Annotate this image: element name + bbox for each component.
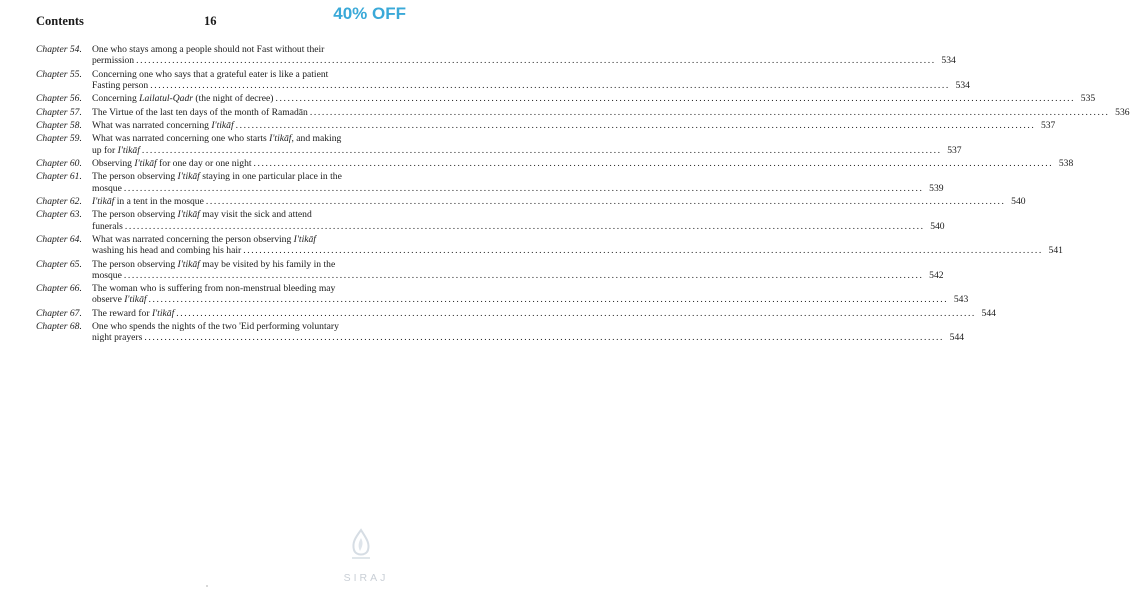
- toc-page-number: 538: [1058, 157, 1074, 169]
- toc-entry-title: observe I'tikāf: [92, 294, 147, 306]
- toc-entry-title: What was narrated concerning the person observing I'tikāf: [92, 233, 316, 245]
- dot-leader: ........................................................................................................................................................................................................: [123, 182, 924, 194]
- toc-entry-title: The person observing I'tikāf staying in one particular place in the: [92, 171, 342, 183]
- toc-entry-title: mosque: [92, 269, 122, 281]
- toc-entry-title: Observing I'tikāf for one day or one night: [92, 157, 252, 169]
- toc-entry: [36, 119, 1056, 131]
- toc-chapter-label: Chapter 68.: [36, 321, 82, 333]
- toc-page-number: 537: [947, 144, 962, 156]
- dot-leader: ........................................................................................................................................................................................................: [309, 106, 1110, 118]
- toc-entry: [36, 209, 945, 232]
- toc-chapter-label: Chapter 59.: [36, 133, 82, 145]
- toc-page-number: 539: [929, 182, 944, 194]
- toc-entry-title: What was narrated concerning one who starts I'tikāf, and making: [92, 133, 342, 145]
- toc-entry-title: Fasting person: [92, 79, 149, 91]
- toc-page-number: 542: [929, 269, 944, 281]
- toc-page-number: 544: [949, 332, 965, 344]
- page-mark: [206, 585, 208, 587]
- toc-entry: [36, 233, 1063, 257]
- toc-entry-title: The person observing I'tikāf may visit the sick and attend: [92, 209, 312, 221]
- toc-page-number: 540: [1011, 195, 1026, 207]
- toc-chapter-label: Chapter 62.: [36, 195, 82, 207]
- toc-entry: [36, 307, 996, 319]
- toc-chapter-label: Chapter 54.: [36, 44, 82, 55]
- toc-entry-title: The Virtue of the last ten days of the month of Ramadān: [92, 106, 308, 118]
- dot-leader: ........................................................................................................................................................................................................: [275, 93, 1076, 105]
- toc-entry-title: mosque: [92, 182, 122, 194]
- toc-page-number: 537: [1040, 119, 1056, 131]
- toc-entry-title: What was narrated concerning I'tikāf: [92, 119, 234, 131]
- toc-entry-title: I'tikāf in a tent in the mosque: [92, 195, 204, 207]
- toc-page-number: 534: [941, 55, 956, 67]
- toc-entry-title: up for I'tikāf: [92, 144, 140, 156]
- toc-entry: [36, 157, 1074, 169]
- toc-entry-title: funerals: [92, 220, 123, 232]
- dot-leader: ........................................................................................................................................................................................................: [141, 144, 942, 156]
- toc-chapter-label: Chapter 66.: [36, 283, 82, 295]
- toc-chapter-label: Chapter 63.: [36, 209, 82, 221]
- toc-chapter-label: Chapter 56.: [36, 93, 82, 105]
- toc-chapter-label: Chapter 57.: [36, 106, 82, 118]
- toc-page-number: 535: [1080, 93, 1096, 105]
- toc-chapter-label: Chapter 60.: [36, 157, 82, 169]
- toc-entry: [36, 258, 944, 281]
- discount-badge: 40% OFF: [333, 4, 406, 23]
- dot-leader: ........................................................................................................................................................................................................: [148, 294, 949, 306]
- toc-entry-title: washing his head and combing his hair: [92, 245, 242, 257]
- toc-entry: [36, 68, 970, 91]
- toc-entry: [36, 171, 944, 194]
- toc-entry-title: The woman who is suffering from non-menstrual bleeding may: [92, 283, 336, 295]
- dot-leader: ........................................................................................................................................................................................................: [150, 79, 950, 91]
- toc-entry-title: Concerning Lailatul-Qadr (the night of decree): [92, 93, 274, 105]
- toc-page-number: 536: [1115, 106, 1130, 118]
- toc-entry: [36, 195, 1026, 207]
- contents-heading: Contents: [36, 14, 84, 28]
- dot-leader: ........................................................................................................................................................................................................: [235, 119, 1036, 131]
- page-number: 16: [204, 14, 217, 28]
- dot-leader: ........................................................................................................................................................................................................: [253, 157, 1054, 169]
- toc-entry-title: permission: [92, 55, 135, 67]
- toc-page-number: 540: [930, 220, 945, 232]
- toc-page-number: 534: [955, 79, 970, 91]
- toc-entry-title: Concerning one who says that a grateful eater is like a patient: [92, 68, 329, 80]
- toc-entry: [36, 133, 962, 156]
- dot-leader: ........................................................................................................................................................................................................: [123, 269, 924, 281]
- dot-leader: ........................................................................................................................................................................................................: [243, 245, 1043, 257]
- toc-entry: [36, 44, 956, 67]
- toc-chapter-label: Chapter 61.: [36, 171, 82, 183]
- toc-chapter-label: Chapter 58.: [36, 119, 82, 131]
- dot-leader: ........................................................................................................................................................................................................: [176, 307, 976, 319]
- toc-entry-title: One who stays among a people should not Fast without their: [92, 44, 325, 55]
- table-of-contents: [36, 44, 1130, 346]
- dot-leader: ........................................................................................................................................................................................................: [205, 195, 1006, 207]
- siraj-watermark-label: SIRAJ: [343, 572, 389, 584]
- toc-entry: [36, 106, 1130, 118]
- toc-entry-title: The person observing I'tikāf may be visited by his family in the: [92, 258, 336, 270]
- toc-page-number: 544: [981, 307, 996, 319]
- toc-chapter-label: Chapter 65.: [36, 258, 82, 270]
- toc-entry-title: One who spends the nights of the two 'Eid performing voluntary: [92, 321, 339, 333]
- toc-entry: [36, 93, 1096, 105]
- dot-leader: ........................................................................................................................................................................................................: [136, 55, 936, 67]
- page-header: [36, 14, 376, 29]
- toc-page-number: 541: [1048, 245, 1063, 257]
- dot-leader: ........................................................................................................................................................................................................: [144, 332, 945, 344]
- siraj-logo-icon: [346, 528, 376, 562]
- toc-chapter-label: Chapter 55.: [36, 68, 82, 80]
- toc-entry-title: night prayers: [92, 332, 143, 344]
- toc-entry: [36, 321, 965, 344]
- toc-chapter-label: Chapter 67.: [36, 307, 82, 319]
- toc-entry: [36, 283, 969, 306]
- toc-page-number: 543: [953, 294, 969, 306]
- toc-entry-title: The reward for I'tikāf: [92, 307, 175, 319]
- dot-leader: ........................................................................................................................................................................................................: [124, 220, 925, 232]
- toc-chapter-label: Chapter 64.: [36, 233, 82, 245]
